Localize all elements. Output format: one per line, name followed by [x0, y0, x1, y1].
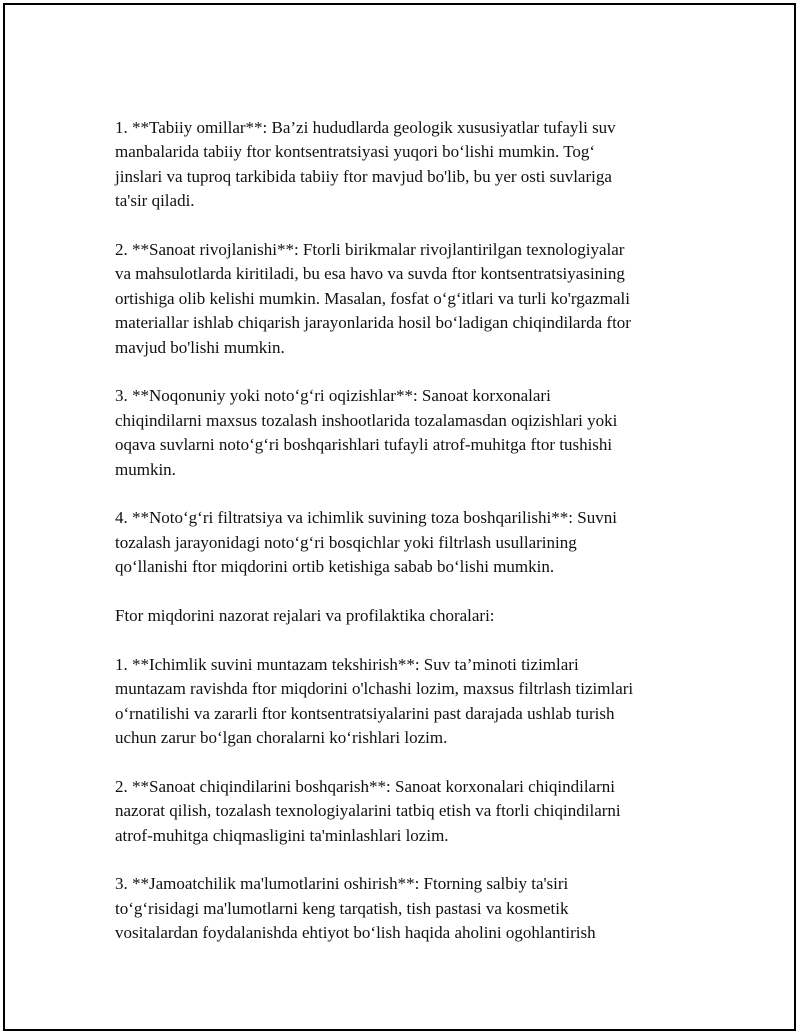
- document-body: [115, 116, 690, 970]
- paragraph-illegal-discharges: 3. **Noqonuniy yoki noto‘g‘ri oqizishlar**: Sanoat korxonalari chiqindilarni maxsus tozalash inshootlarida tozalamasdan oqizishlari yoki oqava suvlarni noto‘g‘ri boshqarishlari tufayli atrof-muhitga ftor tushishi mumkin.: [115, 386, 618, 479]
- paragraph-waste-management: 2. **Sanoat chiqindilarini boshqarish**: Sanoat korxonalari chiqindilarni nazorat qilish, tozalash texnologiyalarini tatbiq etish va ftorli chiqindilarni atrof-muhitga chiqmasligini ta'minlashlari lozim.: [115, 776, 621, 845]
- paragraph-natural-factors: 1. **Tabiiy omillar**: Ba’zi hududlarda geologik xususiyatlar tufayli suv manbalarida tabiiy ftor kontsentratsiyasi yuqori bo‘lishi mumkin. Tog‘ jinslari va tuproq tarkibida tabiiy ftor mavjud bo'lib, bu yer osti suvlariga ta'sir qiladi.: [115, 118, 616, 211]
- paragraph-water-testing: 1. **Ichimlik suvini muntazam tekshirish**: Suv ta’minoti tizimlari muntazam ravishda ftor miqdorini o'lchashi lozim, maxsus filtrlash tizimlari o‘rnatilishi va zararli ftor kontsentratsiyalarini past darajada ushlab turish uchun zarur bo‘lgan choralarni ko‘rishlari lozim.: [115, 654, 634, 748]
- section-heading-control-plans: Ftor miqdorini nazorat rejalari va profilaktika choralari:: [115, 606, 495, 626]
- paragraph-public-awareness: 3. **Jamoatchilik ma'lumotlarini oshirish**: Ftorning salbiy ta'siri to‘g‘risidagi ma'lumotlarni keng tarqatish, tish pastasi va kosmetik vositalardan foydalanishda ehtiyot bo‘lish haqida aholini ogohlantirish: [115, 874, 596, 943]
- paragraph-improper-filtration: 4. **Noto‘g‘ri filtratsiya va ichimlik suvining toza boshqarilishi**: Suvni tozalash jarayonidagi noto‘g‘ri bosqichlar yoki filtrlash usullarining qo‘llanishi ftor miqdorini ortib ketishiga sabab bo‘lishi mumkin.: [115, 508, 617, 577]
- paragraph-industrial-development: 2. **Sanoat rivojlanishi**: Ftorli birikmalar rivojlantirilgan texnologiyalar va mahsulotlarda kiritiladi, bu esa havo va suvda ftor kontsentratsiyasining ortishiga olib kelishi mumkin. Masalan, fosfat o‘g‘itlari va turli ko'rgazmali materiallar ishlab chiqarish jarayonlarida hosil bo‘ladigan chiqindilarda ftor mavjud bo'lishi mumkin.: [115, 240, 631, 357]
